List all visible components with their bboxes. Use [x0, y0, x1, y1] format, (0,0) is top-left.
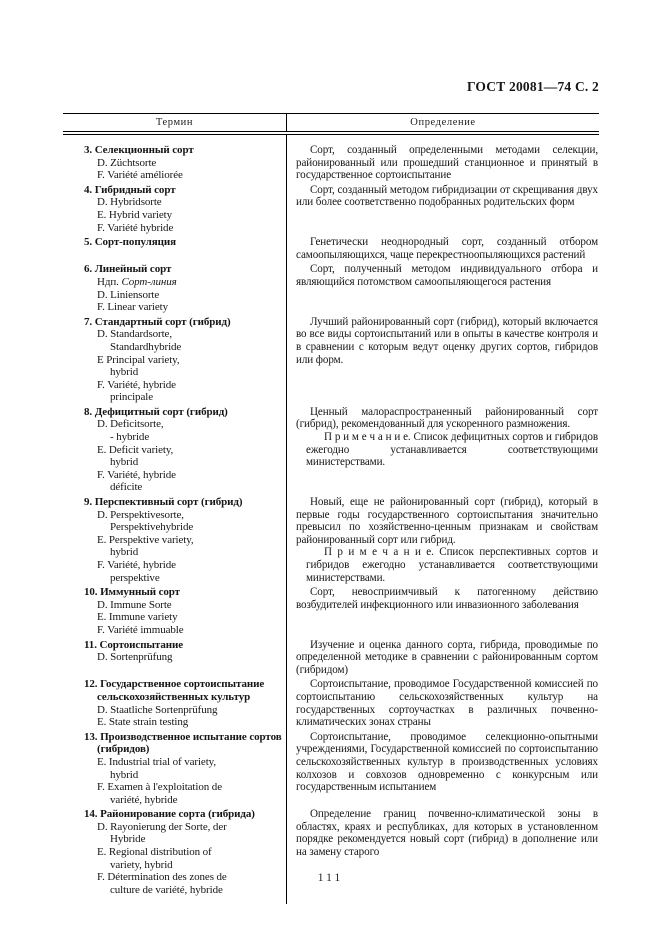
- definition-cell: [287, 135, 599, 183]
- term-language-line: D. Immune Sorte: [97, 598, 172, 611]
- definition-cell: [287, 807, 599, 904]
- term-language-line: D. Hybridsorte: [97, 196, 162, 209]
- term-language-line: E. Hybrid variety: [97, 208, 172, 221]
- definition-paragraph: Сортоиспытание, проводимое Государственной комиссией по сортоиспытанию сельскохозяйственных культур на государственных сортоучастках в различных почвенно-климатических зонах страны: [296, 678, 598, 729]
- term-language-line: D. Züchtsorte: [97, 156, 157, 169]
- table-row: [63, 405, 599, 495]
- term-language-line: F. Variété, hybride: [97, 378, 176, 391]
- term-language-line: hybrid: [110, 768, 139, 781]
- inadmissible-synonym: Сорт-линия: [121, 275, 177, 288]
- term-cell: [63, 235, 287, 262]
- term-title-line: 5. Сорт-популяция: [84, 236, 176, 249]
- term-language-line: hybrid: [110, 546, 139, 559]
- term-title-line: 4. Гибридный сорт: [84, 183, 176, 196]
- term-language-line: F. Linear variety: [97, 301, 169, 314]
- term-language-line: E. Regional distribution of: [97, 846, 212, 859]
- term-language-line: Standardhybride: [110, 340, 182, 353]
- term-title-line: 11. Сортоиспытание: [84, 638, 184, 651]
- term-language-line: variété, hybride: [110, 793, 178, 806]
- definition-cell: [287, 183, 599, 235]
- definition-paragraph: Определение границ почвенно-климатической зоны в областях, краях и республиках, для которых в установленном порядке рекомендуется новый сорт (гибрид) в дополнение или на замену старого: [296, 808, 598, 859]
- term-cell: [63, 638, 287, 678]
- term-title-line: 3. Селекционный сорт: [84, 144, 194, 156]
- table-row: [63, 262, 599, 314]
- definition-paragraph: Новый, еще не районированный сорт (гибрид), который в первые годы государственного сортоиспытания значительно превысил по хозяйственно-ценным признакам и свойствам районированный сорт или гибрид.: [296, 496, 598, 546]
- table-row: [63, 183, 599, 235]
- terms-table: [63, 113, 599, 904]
- table-row: [63, 585, 599, 637]
- definition-note: П р и м е ч а н и е. Список дефицитных сортов и гибридов ежегодно устанавливается соответствующими министерствами.: [306, 431, 598, 469]
- term-cell: [63, 585, 287, 637]
- term-language-line: variety, hybrid: [110, 858, 173, 871]
- term-language-line: hybrid: [110, 456, 139, 469]
- term-language-line: Hybride: [110, 833, 146, 846]
- table-row: [63, 315, 599, 405]
- term-cell: [63, 677, 287, 729]
- term-language-line: principale: [110, 391, 153, 404]
- table-body: [63, 135, 599, 904]
- term-cell: [63, 495, 287, 585]
- term-language-line: déficite: [110, 481, 143, 494]
- term-title-line: 10. Иммунный сорт: [84, 586, 180, 599]
- table-row: [63, 135, 599, 183]
- table-header-row: [63, 113, 599, 131]
- term-language-line: D. Sortenprüfung: [97, 651, 173, 664]
- definition-paragraph: Сорт, созданный определенными методами селекции, районированный или прошедший станционное и принятый в государственное сортоиспытание: [296, 144, 598, 182]
- term-language-line: F. Variété immuable: [97, 623, 184, 636]
- term-cell: [63, 262, 287, 314]
- table-row: [63, 235, 599, 262]
- term-language-line: F. Variété, hybride: [97, 468, 176, 481]
- term-language-line: E. Deficit variety,: [97, 443, 174, 456]
- definition-paragraph: Сортоиспытание, проводимое селекционно-опытными учреждениями, Государственной комиссией по сортоиспытанию сельскохозяйственных культур в производственных условиях колхозов и совхозов одновременно с конкурсным или государственным испытанием: [296, 730, 598, 794]
- definition-note: П р и м е ч а н и е. Список перспективных сортов и гибридов ежегодно устанавливается соответствующими министерствами.: [306, 546, 598, 584]
- term-language-line: perspektive: [110, 571, 160, 584]
- term-language-line: E. Industrial trial of variety,: [97, 755, 216, 768]
- term-language-line: F. Variété améliorée: [97, 169, 183, 182]
- definition-cell: [287, 677, 599, 729]
- term-language-line: D. Deficitsorte,: [97, 418, 164, 431]
- term-language-line: F. Examen à l'exploitation de: [97, 781, 222, 794]
- definition-cell: [287, 405, 599, 495]
- term-language-line: D. Rayonierung der Sorte, der: [97, 820, 227, 833]
- term-cell: [63, 315, 287, 405]
- term-title-line: 13. Производственное испытание сортов (гибридов): [84, 730, 282, 756]
- definition-paragraph: Сорт, невосприимчивый к патогенному действию возбудителей инфекционного или инвазионного заболевания: [296, 586, 598, 611]
- term-title-line: 12. Государственное сортоиспытание сельскохозяйственных культур: [84, 678, 265, 703]
- term-language-line: D. Liniensorte: [97, 288, 160, 301]
- term-title-line: 6. Линейный сорт: [84, 263, 172, 276]
- term-language-line: D. Perspektivesorte,: [97, 508, 184, 521]
- doc-header-title: ГОСТ 20081—74 С. 2: [466, 79, 599, 94]
- definition-paragraph: Генетически неоднородный сорт, созданный отбором самоопыляющихся, чаще перекрестноопыляющихся растений: [296, 236, 598, 261]
- term-title-line: 7. Стандартный сорт (гибрид): [84, 315, 231, 328]
- term-title-line: 8. Дефицитный сорт (гибрид): [84, 405, 228, 418]
- term-language-line: Perspektivehybride: [110, 521, 194, 534]
- table-row: [63, 495, 599, 585]
- table-row: [63, 730, 599, 808]
- term-language-line: culture de variété, hybride: [110, 883, 223, 896]
- column-header-definition: Определение: [410, 117, 476, 128]
- definition-cell: [287, 585, 599, 637]
- term-cell: [63, 183, 287, 235]
- term-cell: [63, 807, 287, 904]
- term-language-line: E Principal variety,: [97, 353, 180, 366]
- definition-paragraph: Лучший районированный сорт (гибрид), который включается во все виды сортоиспытаний или в опыты в качестве контроля и в сравнении с которым ведут оценку других сортов, гибридов или форм.: [296, 315, 598, 366]
- term-language-line: F. Détermination des zones de: [97, 871, 227, 884]
- term-language-line: E. Immune variety: [97, 611, 178, 624]
- definition-paragraph: Сорт, созданный методом гибридизации от скрещивания двух или более соответственно подобранных родительских форм: [296, 183, 598, 209]
- term-language-line: E. State strain testing: [97, 716, 189, 729]
- definition-cell: [287, 495, 599, 585]
- term-cell: [63, 135, 287, 183]
- term-language-line: D. Staatliche Sortenprüfung: [97, 703, 218, 716]
- page-number: 111: [317, 872, 344, 884]
- definition-paragraph: Сорт, полученный методом индивидуального отбора и являющийся потомством самоопыляющегося растения: [296, 263, 598, 288]
- term-language-line: F. Variété, hybride: [97, 559, 176, 571]
- table-row: [63, 638, 599, 678]
- term-language-line: - hybride: [110, 431, 150, 444]
- definition-paragraph: Изучение и оценка данного сорта, гибрида, проводимые по определенной методике в сравнении с районированным сортом (гибридом): [296, 638, 598, 676]
- term-language-line: F. Variété hybride: [97, 221, 174, 234]
- table-row: [63, 807, 599, 904]
- column-header-term: Термин: [63, 114, 287, 131]
- definition-cell: [287, 262, 599, 314]
- term-language-line: Ндп. Сорт-линия: [97, 275, 177, 288]
- term-language-line: E. Perspektive variety,: [97, 533, 194, 546]
- definition-cell: [287, 730, 599, 808]
- definition-cell: [287, 315, 599, 405]
- term-title-line: 9. Перспективный сорт (гибрид): [84, 496, 243, 509]
- definition-cell: [287, 235, 599, 262]
- term-cell: [63, 730, 287, 808]
- definition-cell: [287, 638, 599, 678]
- table-row: [63, 677, 599, 729]
- term-language-line: D. Standardsorte,: [97, 328, 172, 341]
- term-cell: [63, 405, 287, 495]
- term-language-line: hybrid: [110, 366, 139, 379]
- definition-paragraph: Ценный малораспространенный районированный сорт (гибрид), рекомендованный для ускоренного размножения.: [296, 405, 598, 431]
- term-title-line: 14. Районирование сорта (гибрида): [84, 808, 255, 821]
